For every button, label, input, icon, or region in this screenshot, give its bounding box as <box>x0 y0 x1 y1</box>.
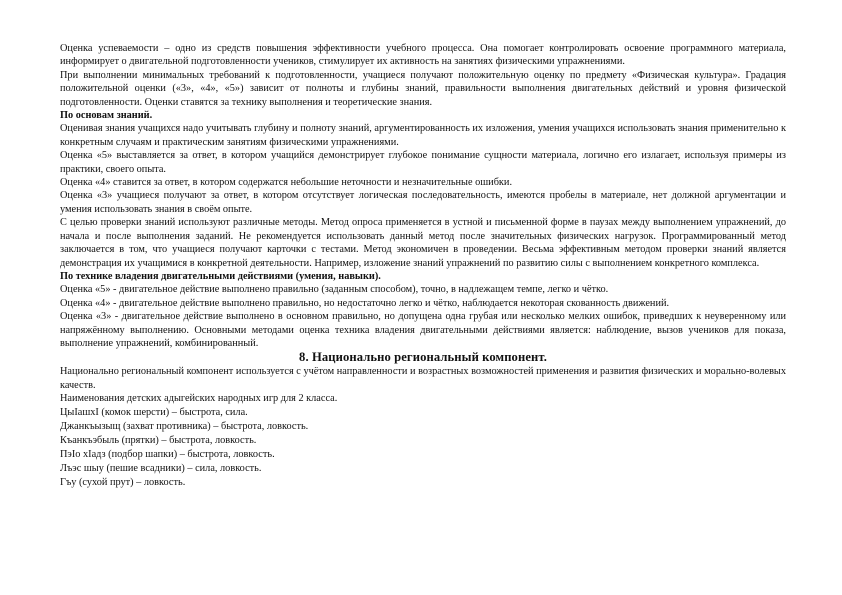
knowledge-paragraph-1: Оценивая знания учащихся надо учитывать глубину и полноту знаний, аргументированность их изложения, умения учащихся использовать знания применительно к конкретным случаям и практическим занятиям физическими упражнениями. <box>60 123 786 148</box>
list-item: ПэIо хIадз (подбор шапки) – быстрота, ловкость. <box>60 449 275 461</box>
list-item: ЦыIашхI (комок шерсти) – быстрота, сила. <box>60 407 248 419</box>
knowledge-paragraph-4: Оценка «3» учащиеся получают за ответ, в котором отсутствует логическая последовательность, имеются пробелы в материале, нет должной аргументации и умения использовать знания в своём опыте. <box>60 190 786 215</box>
section-title: 8. Национально региональный компонент. <box>299 350 547 365</box>
games-heading: Наименования детских адыгейских народных игр для 2 класса. <box>60 393 338 405</box>
list-item: Къанкъэбыль (прятки) – быстрота, ловкость. <box>60 435 257 447</box>
knowledge-paragraph-5: С целью проверки знаний используют различные методы. Метод опроса применяется в устной и письменной форме в паузах между выполнением упражнений, до начала и после выполнения заданий. Не рекомендуется использовать данный метод после значительных физических нагрузок. Программированный метод заключается в том, что учащиеся получают карточки с тестами. Метод экономичен в проведении. Весьма эффективным методом проверки знаний является демонстрация их учащимися в конкретной деятельности. Например, изложение знаний упражнений по развитию силы с выполнением конкретного комплекса. <box>60 217 786 269</box>
technique-paragraph-1: Оценка «5» - двигательное действие выполнено правильно (заданным способом), точно, в надлежащем темпе, легко и чётко. <box>60 284 609 296</box>
technique-paragraph-3: Оценка «3» - двигательное действие выполнено в основном правильно, но допущена одна грубая или несколько мелких ошибок, приведших к неуверенному или напряжённому выполнению. Основными методами оценка техника владения двигательными действиями является: наблюдение, вызов учеников для показа, выполнение упражнений, комбинированный. <box>60 311 786 349</box>
list-item: Гъу (сухой прут) – ловкость. <box>60 477 186 489</box>
intro-paragraph-1: Оценка успеваемости – одно из средств повышения эффективности учебного процесса. Она помогает контролировать освоение программного материала, информирует о двигательной подготовленности учеников, стимулирует их активность на занятиях физическими упражнениями. <box>60 43 786 68</box>
list-item: Джанкъызыщ (захват противника) – быстрота, ловкость. <box>60 421 309 433</box>
knowledge-paragraph-3: Оценка «4» ставится за ответ, в котором содержатся небольшие неточности и незначительные ошибки. <box>60 177 513 189</box>
list-item: Лъэс шыу (пешие всадники) – сила, ловкость. <box>60 463 262 475</box>
technique-paragraph-2: Оценка «4» - двигательное действие выполнено правильно, но недостаточно легко и чётко, наблюдается некоторая скованность движений. <box>60 297 670 309</box>
section-paragraph: Национально региональный компонент используется с учётом направленности и возрастных возможностей применения и развития физических и морально-волевых качеств. <box>60 366 786 391</box>
document-page <box>60 42 786 490</box>
intro-paragraph-2: При выполнении минимальных требований к подготовленности, учащиеся получают положительную оценку по предмету «Физическая культура». Градация положительной оценки («3», «4», «5») зависит от полноты и глубины знаний, правильности выполнения двигательных действий и уровня физической подготовленности. Оценки ставятся за технику выполнения и теоретические знания. <box>60 69 786 108</box>
knowledge-paragraph-2: Оценка «5» выставляется за ответ, в котором учащийся демонстрирует глубокое понимание сущности материала, логично его излагает, используя примеры из практики, своего опыта. <box>60 150 786 175</box>
technique-heading: По технике владения двигательными действиями (умения, навыки). <box>60 270 381 282</box>
knowledge-heading: По основам знаний. <box>60 110 153 122</box>
